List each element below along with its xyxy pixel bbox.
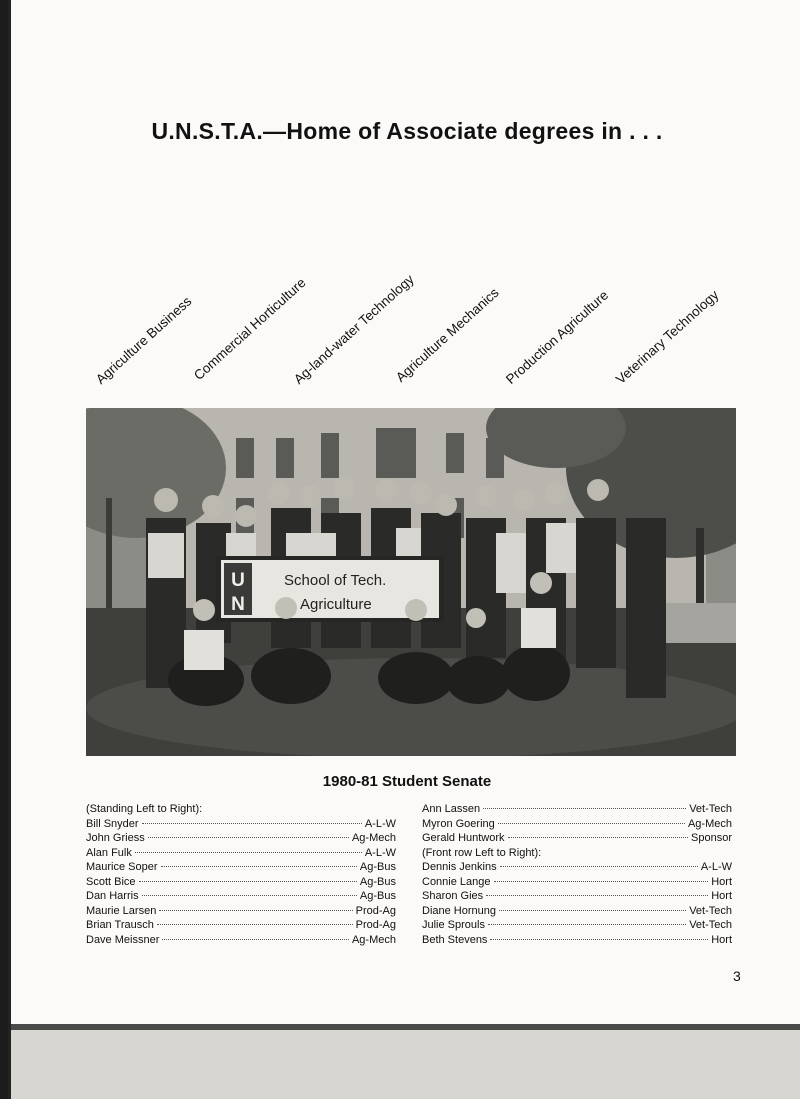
- page-headline: U.N.S.T.A.—Home of Associate degrees in . . .: [151, 118, 663, 144]
- member-name: Maurice Soper: [86, 861, 158, 873]
- leader-dots: [142, 823, 362, 824]
- member-program: Ag-Bus: [359, 890, 396, 902]
- page-number: 3: [733, 968, 741, 984]
- roster-left-column: [86, 802, 396, 947]
- member-program: Prod-Ag: [355, 904, 396, 917]
- roster-row: [86, 889, 396, 904]
- sign-text-line2: Agriculture: [300, 596, 372, 613]
- roster-row: [86, 846, 396, 861]
- sign-letter: N: [231, 594, 245, 615]
- member-name: Dan Harris: [86, 890, 139, 902]
- leader-dots: [483, 808, 686, 809]
- roster-row: [422, 860, 732, 875]
- leader-dots: [494, 881, 709, 882]
- leader-dots: [157, 924, 353, 925]
- roster-row: [86, 933, 396, 948]
- member-name: Bill Snyder: [86, 817, 139, 830]
- member-name: Dave Meissner: [86, 933, 160, 946]
- member-name: Connie Lange: [422, 875, 491, 888]
- program-label: Ag-land-water Technology: [290, 271, 417, 387]
- roster-subheading: (Front row Left to Right):: [422, 846, 542, 859]
- roster-row: [86, 860, 396, 875]
- member-program: Vet-Tech: [689, 904, 732, 917]
- sign-letter: U: [231, 570, 245, 591]
- member-program: Hort: [711, 890, 732, 902]
- roster-row: [86, 831, 396, 846]
- member-program: Hort: [711, 875, 732, 888]
- sign-text-line1: School of Tech.: [284, 572, 387, 589]
- leader-dots: [498, 823, 685, 824]
- leader-dots: [135, 852, 362, 853]
- next-page-edge: [8, 1024, 800, 1099]
- member-program: Vet-Tech: [689, 803, 732, 815]
- leader-dots: [500, 866, 698, 867]
- member-program: Prod-Ag: [355, 919, 396, 931]
- roster-row: [422, 831, 732, 846]
- member-name: Diane Hornung: [422, 904, 496, 917]
- photo-caption: 1980-81 Student Senate: [322, 773, 492, 790]
- program-label: Agriculture Mechanics: [392, 284, 502, 385]
- member-program: Ag-Mech: [351, 832, 396, 844]
- leader-dots: [490, 939, 708, 940]
- leader-dots: [486, 895, 708, 896]
- member-program: Ag-Bus: [359, 875, 396, 888]
- leader-dots: [159, 910, 352, 911]
- leader-dots: [142, 895, 357, 896]
- program-label: Agriculture Business: [92, 293, 195, 387]
- member-program: Vet-Tech: [689, 919, 732, 931]
- member-program: A-L-W: [700, 861, 732, 873]
- yearbook-page: [8, 0, 800, 1024]
- program-label: Commercial Horticulture: [190, 274, 309, 383]
- roster-row: [422, 817, 732, 832]
- leader-dots: [162, 939, 349, 940]
- leader-dots: [148, 837, 349, 838]
- page-edge-shadow: [0, 0, 8, 1099]
- member-name: Maurie Larsen: [86, 904, 157, 917]
- member-name: Beth Stevens: [422, 933, 488, 946]
- program-label: Veterinary Technology: [612, 287, 722, 387]
- member-name: Scott Bice: [86, 875, 136, 888]
- roster-row: [86, 918, 396, 933]
- roster-heading: (Standing Left to Right):: [86, 803, 203, 815]
- roster-row: [422, 933, 732, 948]
- roster-row: [422, 802, 732, 817]
- member-name: Dennis Jenkins: [422, 861, 497, 873]
- leader-dots: [139, 881, 357, 882]
- member-name: Sharon Gies: [422, 890, 484, 902]
- member-name: Myron Goering: [422, 817, 495, 830]
- roster-row: [86, 904, 396, 919]
- member-program: Hort: [711, 933, 732, 946]
- member-name: Julie Sprouls: [422, 919, 485, 931]
- photo-illustration: [86, 408, 736, 756]
- member-program: A-L-W: [364, 817, 396, 830]
- member-name: Alan Fulk: [86, 846, 132, 859]
- degree-programs: [11, 0, 800, 400]
- member-name: John Griess: [86, 832, 145, 844]
- leader-dots: [488, 924, 686, 925]
- member-name: Gerald Huntwork: [422, 832, 505, 844]
- program-label: Production Agriculture: [502, 287, 612, 387]
- roster-row: [422, 918, 732, 933]
- group-photo: [86, 408, 736, 756]
- leader-dots: [499, 910, 686, 911]
- roster-row: [422, 904, 732, 919]
- roster-row: [422, 875, 732, 890]
- leader-dots: [508, 837, 688, 838]
- leader-dots: [161, 866, 357, 867]
- member-program: Ag-Bus: [359, 861, 396, 873]
- member-program: Ag-Mech: [687, 817, 732, 830]
- roster-row: [86, 875, 396, 890]
- roster-row: [86, 817, 396, 832]
- roster-right-column: [422, 802, 732, 947]
- member-program: A-L-W: [364, 846, 396, 859]
- member-program: Sponsor: [691, 832, 732, 844]
- member-program: Ag-Mech: [351, 933, 396, 946]
- member-name: Ann Lassen: [422, 803, 481, 815]
- member-name: Brian Trausch: [86, 919, 154, 931]
- roster-row: [422, 889, 732, 904]
